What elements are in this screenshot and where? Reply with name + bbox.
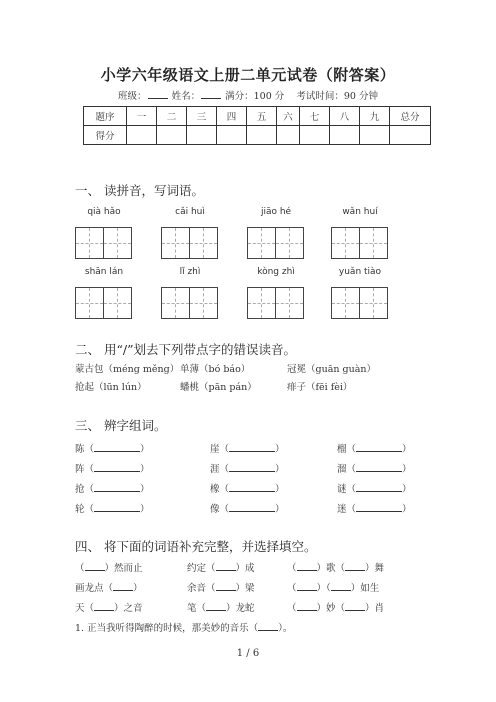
idiom-text: ）妙（ bbox=[316, 603, 346, 614]
char-grid[interactable] bbox=[247, 227, 304, 259]
answer-blank[interactable] bbox=[356, 462, 402, 472]
char-cell[interactable] bbox=[103, 228, 131, 258]
char-compare-item: 榴（ ） bbox=[337, 444, 412, 455]
score-col: 七 bbox=[300, 107, 330, 126]
score-col: 三 bbox=[187, 107, 217, 126]
name-blank[interactable] bbox=[201, 89, 221, 99]
char-grid[interactable] bbox=[75, 287, 132, 319]
idiom-text: （ bbox=[75, 563, 85, 574]
char-compare-item: 抢（ ） bbox=[75, 484, 150, 495]
char-cell[interactable] bbox=[189, 288, 217, 318]
reading-options[interactable]: （lūn lún） bbox=[94, 382, 147, 393]
idiom-text: 余音（ bbox=[187, 583, 216, 594]
char-cell[interactable] bbox=[359, 228, 387, 258]
reading-options[interactable]: （fēi fèi） bbox=[306, 382, 353, 393]
pinyin-label: jiāo hé bbox=[260, 207, 292, 217]
char-grid[interactable] bbox=[161, 287, 218, 319]
idiom-item bbox=[75, 560, 143, 574]
idiom-text: 约定（ bbox=[187, 563, 216, 574]
idiom-text: （ bbox=[287, 563, 297, 574]
answer-blank[interactable] bbox=[229, 502, 275, 512]
char-grid[interactable] bbox=[161, 227, 218, 259]
compare-char: 抢 bbox=[75, 484, 85, 495]
score-cell[interactable] bbox=[217, 126, 247, 145]
char-cell[interactable] bbox=[103, 288, 131, 318]
reading-item bbox=[75, 379, 147, 393]
idiom-text: ）之音 bbox=[114, 603, 143, 614]
score-col-total: 总分 bbox=[390, 107, 431, 126]
answer-blank[interactable] bbox=[356, 502, 402, 512]
score-col: 五 bbox=[247, 107, 277, 126]
name-label: 姓名： bbox=[171, 91, 201, 102]
fill-question-1 bbox=[75, 620, 292, 634]
compare-char: 轮 bbox=[75, 504, 85, 515]
score-col: 八 bbox=[330, 107, 360, 126]
char-grid[interactable] bbox=[331, 227, 388, 259]
idiom-text: （ bbox=[287, 603, 297, 614]
compare-char: 陈 bbox=[75, 444, 85, 455]
score-header-label: 题序 bbox=[84, 107, 127, 126]
char-compare-item: 涯（ ） bbox=[210, 464, 285, 475]
score-cell[interactable] bbox=[187, 126, 217, 145]
idiom-item bbox=[75, 580, 143, 594]
char-compare-item: 轮（ ） bbox=[75, 504, 150, 515]
pinyin-label: lǐ zhì bbox=[179, 267, 201, 277]
char-compare-item: 阵（ ） bbox=[75, 464, 150, 475]
answer-blank[interactable] bbox=[94, 482, 140, 492]
answer-blank[interactable] bbox=[356, 442, 402, 452]
full-score: 满分：100 分 bbox=[225, 91, 285, 102]
reading-word: 单薄 bbox=[180, 364, 200, 375]
answer-blank[interactable] bbox=[94, 462, 140, 472]
idiom-blank[interactable] bbox=[297, 581, 317, 591]
score-header-row bbox=[84, 107, 431, 126]
char-cell[interactable] bbox=[359, 288, 387, 318]
char-compare-item: 溜（ ） bbox=[337, 464, 412, 475]
compare-char: 迷 bbox=[337, 504, 347, 515]
idiom-text: 笔（ bbox=[187, 603, 207, 614]
char-grid[interactable] bbox=[75, 227, 132, 259]
idiom-item bbox=[187, 580, 255, 594]
reading-options[interactable]: （pān pán） bbox=[199, 382, 257, 393]
char-cell[interactable] bbox=[275, 288, 303, 318]
idiom-blank[interactable] bbox=[345, 561, 365, 571]
pinyin-label: shān lán bbox=[84, 267, 124, 277]
compare-char: 溜 bbox=[337, 464, 347, 475]
idiom-text: ）歌（ bbox=[316, 563, 346, 574]
char-compare-item: 谜（ ） bbox=[337, 484, 412, 495]
char-grid[interactable] bbox=[247, 287, 304, 319]
answer-blank[interactable] bbox=[229, 442, 275, 452]
idiom-blank[interactable] bbox=[297, 561, 317, 571]
idiom-blank[interactable] bbox=[85, 561, 105, 571]
char-cell[interactable] bbox=[332, 288, 359, 318]
score-cell[interactable] bbox=[277, 126, 300, 145]
pinyin-label: cǎi huì bbox=[175, 207, 205, 217]
idiom-item bbox=[75, 600, 143, 614]
reading-item bbox=[287, 379, 352, 393]
reading-item bbox=[75, 361, 179, 375]
reading-item bbox=[180, 379, 257, 393]
section3-heading: 三、 辨字组词。 bbox=[75, 418, 167, 433]
compare-char: 橡 bbox=[210, 484, 220, 495]
char-cell[interactable] bbox=[76, 288, 103, 318]
reading-word: 蟠桃 bbox=[180, 382, 200, 393]
idiom-text: ）舞 bbox=[365, 563, 385, 574]
compare-char: 崖 bbox=[210, 444, 220, 455]
char-compare-item: 橡（ ） bbox=[210, 484, 285, 495]
answer-blank[interactable] bbox=[356, 482, 402, 492]
page-title: 小学六年级语文上册二单元试卷（附答案） bbox=[100, 66, 396, 84]
idiom-text: 天（ bbox=[75, 603, 95, 614]
score-cell[interactable] bbox=[127, 126, 157, 145]
idiom-item bbox=[187, 600, 255, 614]
exam-time: 考试时间：90 分钟 bbox=[296, 91, 378, 102]
char-grid[interactable] bbox=[331, 287, 388, 319]
idiom-text: ）龙蛇 bbox=[226, 603, 255, 614]
class-label: 班级： bbox=[118, 91, 147, 102]
compare-char: 谜 bbox=[337, 484, 347, 495]
idiom-text: ）然而止 bbox=[104, 563, 143, 574]
question-text: 1. 正当我听得陶醉的时候，那美妙的音乐（ bbox=[75, 623, 259, 634]
idiom-blank[interactable] bbox=[113, 581, 133, 591]
class-blank[interactable] bbox=[148, 89, 168, 99]
score-value-row bbox=[84, 126, 431, 145]
section2-heading: 二、 用“/”划去下列带点字的错误读音。 bbox=[75, 342, 296, 357]
score-table bbox=[83, 106, 431, 145]
idiom-text: ） bbox=[133, 583, 143, 594]
idiom-blank[interactable] bbox=[345, 601, 365, 611]
idiom-item bbox=[287, 560, 384, 574]
idiom-blank[interactable] bbox=[331, 581, 351, 591]
idiom-item bbox=[187, 560, 255, 574]
char-cell[interactable] bbox=[332, 228, 359, 258]
compare-char: 阵 bbox=[75, 464, 85, 475]
idiom-item bbox=[287, 600, 384, 614]
pinyin-label: wǎn huí bbox=[342, 207, 378, 217]
reading-options[interactable]: （bó báo） bbox=[199, 364, 251, 375]
answer-blank[interactable] bbox=[229, 482, 275, 492]
idiom-blank[interactable] bbox=[216, 561, 236, 571]
idiom-text: （ bbox=[287, 583, 297, 594]
score-col: 六 bbox=[277, 107, 300, 126]
compare-char: 涯 bbox=[210, 464, 220, 475]
reading-word: 蒙古包 bbox=[75, 364, 104, 375]
idiom-item bbox=[287, 580, 379, 594]
idiom-text: ）成 bbox=[235, 563, 255, 574]
reading-word: 痱子 bbox=[287, 382, 307, 393]
char-cell[interactable] bbox=[76, 228, 103, 258]
question-text: ）。 bbox=[278, 623, 293, 634]
score-cell[interactable] bbox=[390, 126, 431, 145]
char-compare-item: 崖（ ） bbox=[210, 444, 285, 455]
char-cell[interactable] bbox=[162, 228, 189, 258]
score-col: 九 bbox=[360, 107, 390, 126]
question-blank[interactable] bbox=[258, 621, 278, 631]
section4-heading: 四、 将下面的词语补充完整，并选择填空。 bbox=[75, 539, 317, 554]
idiom-text: ）梁 bbox=[235, 583, 255, 594]
char-cell[interactable] bbox=[248, 228, 275, 258]
score-cell[interactable] bbox=[300, 126, 330, 145]
char-cell[interactable] bbox=[275, 228, 303, 258]
section1-heading: 一、 读拼音，写词语。 bbox=[75, 183, 204, 198]
exam-info bbox=[0, 88, 496, 102]
char-cell[interactable] bbox=[189, 228, 217, 258]
idiom-blank[interactable] bbox=[206, 601, 226, 611]
idiom-text: ）（ bbox=[316, 583, 331, 594]
char-compare-item: 像（ ） bbox=[210, 504, 285, 515]
score-col: 四 bbox=[217, 107, 247, 126]
answer-blank[interactable] bbox=[94, 442, 140, 452]
reading-options[interactable]: （guān guàn） bbox=[306, 364, 376, 375]
reading-options[interactable]: （méng měng） bbox=[103, 364, 180, 375]
score-cell[interactable] bbox=[330, 126, 360, 145]
compare-char: 像 bbox=[210, 504, 220, 515]
char-compare-item: 迷（ ） bbox=[337, 504, 412, 515]
score-row-label: 得分 bbox=[84, 126, 127, 145]
answer-blank[interactable] bbox=[94, 502, 140, 512]
idiom-blank[interactable] bbox=[297, 601, 317, 611]
score-cell[interactable] bbox=[360, 126, 390, 145]
idiom-text: 画龙点（ bbox=[75, 583, 114, 594]
score-col: 一 bbox=[127, 107, 157, 126]
answer-blank[interactable] bbox=[229, 462, 275, 472]
char-cell[interactable] bbox=[248, 288, 275, 318]
score-cell[interactable] bbox=[157, 126, 187, 145]
compare-char: 榴 bbox=[337, 444, 347, 455]
score-cell[interactable] bbox=[247, 126, 277, 145]
reading-word: 抢起 bbox=[75, 382, 95, 393]
score-col: 二 bbox=[157, 107, 187, 126]
pinyin-label: kòng zhì bbox=[257, 267, 295, 277]
idiom-blank[interactable] bbox=[94, 601, 114, 611]
pinyin-label: qià hǎo bbox=[87, 207, 121, 217]
idiom-text: ）如生 bbox=[350, 583, 380, 594]
reading-item bbox=[287, 361, 376, 375]
char-compare-item: 陈（ ） bbox=[75, 444, 150, 455]
char-cell[interactable] bbox=[162, 288, 189, 318]
idiom-blank[interactable] bbox=[216, 581, 236, 591]
page-number: 1 / 6 bbox=[236, 648, 260, 659]
idiom-text: ）肖 bbox=[365, 603, 385, 614]
reading-item bbox=[180, 361, 250, 375]
reading-word: 冠冕 bbox=[287, 364, 307, 375]
pinyin-label: yuǎn tiào bbox=[338, 267, 382, 277]
